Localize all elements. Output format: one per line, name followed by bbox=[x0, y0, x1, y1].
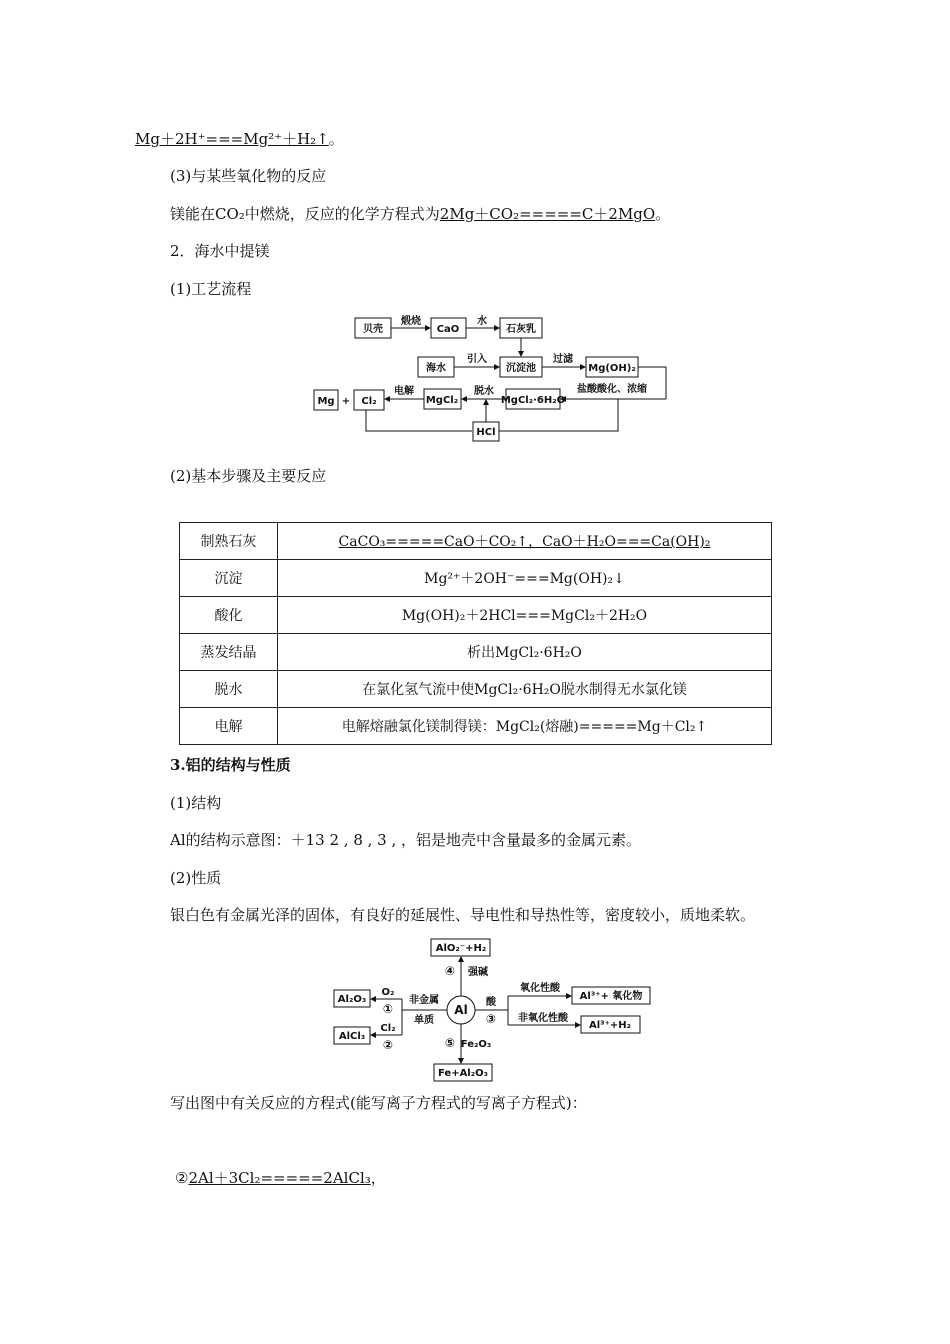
flow-cao: CaO bbox=[436, 324, 460, 335]
step-name: 沉淀 bbox=[180, 560, 278, 597]
step-reaction: Mg(OH)₂＋2HCl===MgCl₂＋2H₂O bbox=[278, 597, 772, 634]
flow-mgcl2: MgCl₂ bbox=[425, 395, 459, 406]
al-center: Al bbox=[454, 1003, 468, 1017]
non-oxidizing-acid-label: 非氧化性酸 bbox=[518, 1013, 568, 1024]
punct: 。 bbox=[328, 130, 344, 148]
flow-water: 水 bbox=[477, 316, 487, 327]
cl2-label: Cl₂ bbox=[380, 1023, 396, 1034]
sec3-title: 3.铝的结构与性质 bbox=[170, 756, 291, 774]
step-name: 电解 bbox=[180, 708, 278, 745]
top-product: AlO₂⁻+H₂ bbox=[435, 943, 487, 954]
num-4: ④ bbox=[444, 964, 456, 978]
flow-plus: + bbox=[341, 396, 351, 407]
right-bottom-product: Al³⁺+H₂ bbox=[589, 1020, 631, 1031]
step-name: 蒸发结晶 bbox=[180, 634, 278, 671]
punct: ， bbox=[370, 1169, 386, 1187]
circled-2: ② bbox=[175, 1169, 189, 1187]
table-row bbox=[180, 597, 772, 634]
table-row bbox=[180, 708, 772, 745]
sub2-title: (2)基本步骤及主要反应 bbox=[170, 467, 327, 485]
step-reaction: CaCO₃=====CaO＋CO₂↑，CaO＋H₂O===Ca(OH)₂ bbox=[278, 523, 772, 560]
flow-mg: Mg bbox=[317, 396, 335, 407]
fe2o3-label: Fe₂O₃ bbox=[460, 1039, 492, 1050]
flow-lime-milk: 石灰乳 bbox=[506, 324, 536, 335]
flow-hcl-concentrate: 盐酸酸化、浓缩 bbox=[577, 384, 647, 395]
step-reaction: 电解熔融氯化镁制得镁：MgCl₂(熔融)=====Mg＋Cl₂↑ bbox=[278, 708, 772, 745]
flow-dehydrate: 脱水 bbox=[474, 386, 494, 397]
steps-table bbox=[179, 522, 772, 745]
flow-shell: 贝壳 bbox=[363, 324, 383, 335]
step-name: 制熟石灰 bbox=[180, 523, 278, 560]
flow-burn: 煅烧 bbox=[401, 316, 421, 327]
flow-seawater: 海水 bbox=[426, 363, 446, 374]
oxidizing-acid-label: 氧化性酸 bbox=[520, 983, 560, 994]
eq2-line bbox=[175, 1168, 386, 1188]
process-flow-diagram bbox=[310, 310, 670, 446]
table-row bbox=[180, 560, 772, 597]
table-row bbox=[180, 634, 772, 671]
co2-sentence: 镁能在CO₂中燃烧，反应的化学方程式为 bbox=[170, 205, 440, 223]
bottom-product: Fe+Al₂O₃ bbox=[437, 1068, 489, 1079]
sec2-title: 2．海水中提镁 bbox=[170, 242, 270, 260]
step-reaction: Mg²⁺＋2OH⁻===Mg(OH)₂↓ bbox=[278, 560, 772, 597]
flow-introduce: 引入 bbox=[467, 354, 487, 365]
aluminum-reaction-diagram bbox=[330, 935, 675, 1085]
nonmetal-label: 非金属 bbox=[409, 995, 439, 1006]
prop-text: 银白色有金属光泽的固体，有良好的延展性、导电性和导热性等，密度较小，质地柔软。 bbox=[170, 906, 756, 924]
step-reaction: 析出MgCl₂·6H₂O bbox=[278, 634, 772, 671]
flow-settling-tank: 沉淀池 bbox=[506, 363, 536, 374]
flow-mgoh2: Mg(OH)₂ bbox=[588, 363, 636, 374]
mg-acid-line bbox=[135, 129, 344, 149]
right-top-product: Al³⁺+ 氧化物 bbox=[579, 991, 643, 1002]
struct-title: (1)结构 bbox=[170, 794, 222, 812]
write-prompt: 写出图中有关反应的方程式(能写离子方程式的写离子方程式)： bbox=[170, 1094, 587, 1112]
table-row bbox=[180, 671, 772, 708]
flow-hcl: HCl bbox=[476, 427, 496, 438]
eq2-equation: 2Al＋3Cl₂=====2AlCl₃ bbox=[188, 1169, 371, 1187]
num-3: ③ bbox=[485, 1012, 497, 1026]
step-reaction: 在氯化氢气流中使MgCl₂·6H₂O脱水制得无水氯化镁 bbox=[278, 671, 772, 708]
simple-label: 单质 bbox=[414, 1015, 434, 1026]
flow-electrolysis: 电解 bbox=[394, 386, 414, 397]
punct: 。 bbox=[655, 205, 671, 223]
acid-label: 酸 bbox=[486, 997, 496, 1008]
step-name: 酸化 bbox=[180, 597, 278, 634]
table-row bbox=[180, 523, 772, 560]
flow-cl2: Cl₂ bbox=[361, 396, 377, 407]
num-2: ② bbox=[382, 1038, 394, 1052]
co2-line bbox=[170, 204, 670, 224]
flow-filter: 过滤 bbox=[553, 354, 573, 365]
strong-base: 强碱 bbox=[468, 967, 488, 978]
step-name: 脱水 bbox=[180, 671, 278, 708]
left-top-product: Al₂O₃ bbox=[337, 994, 367, 1005]
num-5: ⑤ bbox=[444, 1036, 456, 1050]
sub3-title: (3)与某些氧化物的反应 bbox=[170, 167, 327, 185]
flow-mgcl2-6h2o: MgCl₂·6H₂O bbox=[500, 395, 566, 406]
num-1: ① bbox=[382, 1002, 394, 1016]
prop-title: (2)性质 bbox=[170, 869, 222, 887]
mg-acid-equation: Mg＋2H⁺===Mg²⁺＋H₂↑ bbox=[135, 130, 329, 148]
o2-label: O₂ bbox=[381, 987, 395, 998]
left-bottom-product: AlCl₃ bbox=[338, 1031, 366, 1042]
struct-text: Al的结构示意图：＋13 2 , 8 , 3 , ，铝是地壳中含量最多的金属元素。 bbox=[170, 831, 642, 849]
sub1-title: (1)工艺流程 bbox=[170, 280, 252, 298]
co2-equation: 2Mg＋CO₂=====C＋2MgO bbox=[439, 205, 656, 223]
